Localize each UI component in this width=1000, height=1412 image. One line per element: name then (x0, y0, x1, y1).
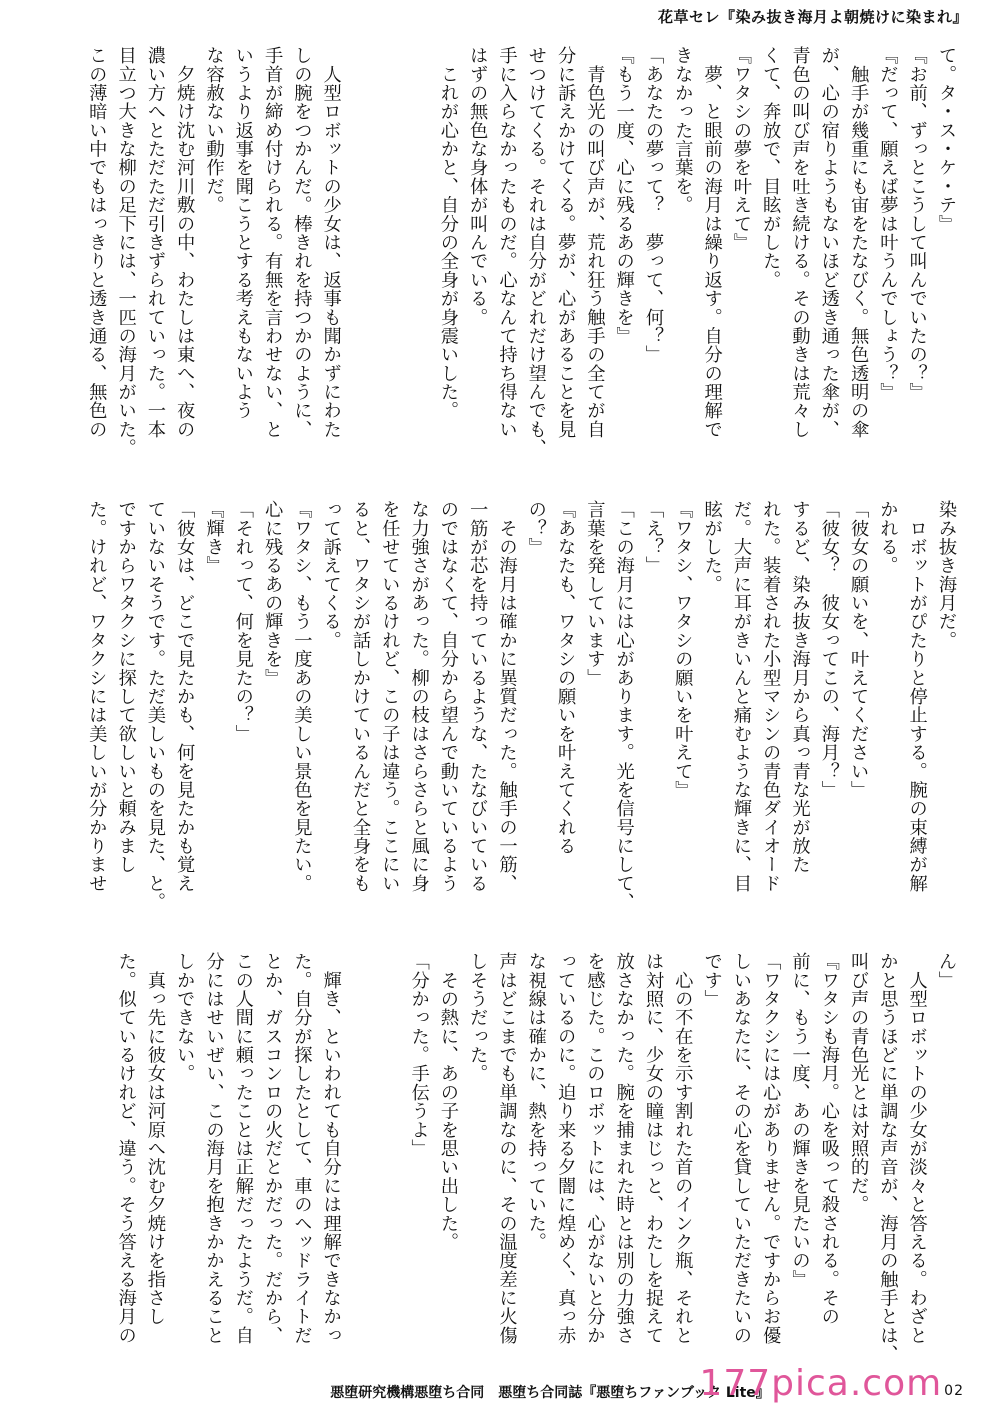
text-column: いうより返事を聞こうとする考えもないよう (232, 46, 254, 420)
text-column: 手に入らなかったものだ。心なんて持ち得ない (496, 46, 518, 439)
text-column: のではなくて、自分から望んで動いているよう (437, 500, 459, 893)
text-column: 「彼女は、どこで見たかも、何を見たかも覚え (174, 500, 196, 893)
text-column: だ。大声に耳がきいんと痛むような輝きに、目 (730, 500, 752, 893)
text-tier-middle (0, 500, 1000, 926)
text-column: た。似ているけれど、違う。そう答える海月の (115, 952, 137, 1345)
text-column: 「それって、何を見たの？」 (232, 500, 254, 743)
text-column: れた。装着された小型マシンの青色ダイオード (760, 500, 782, 893)
text-column: その熱に、あの子を思い出した。 (437, 952, 459, 1252)
text-column: きなかった言葉を。 (672, 46, 694, 215)
text-column: 一筋が芯を持っているような、たなびいている (467, 500, 489, 893)
text-column: はずの無色な身体が叫んでいる。 (467, 46, 489, 327)
text-column: 真っ先に彼女は河原へ沈む夕焼けを指さし (144, 952, 166, 1326)
text-column: しの腕をつかんだ。棒きれを持つかのように、 (291, 46, 313, 439)
text-column: とか、ガスコンロの火だとかだった。だから、 (262, 952, 284, 1345)
text-column: 「ワタクシには心がありません。ですからお優 (760, 952, 782, 1345)
text-column (376, 952, 403, 1378)
text-column: しかできない。 (174, 952, 196, 1083)
text-column: 青色光の叫び声が、荒れ狂う触手の全てが自 (584, 46, 606, 439)
text-column: 触手が幾重にも宙をたなびく。無色透明の傘 (848, 46, 870, 439)
text-column: です」 (701, 952, 723, 1009)
text-column: な視線は確かに、熱を持っていた。 (525, 952, 547, 1252)
text-column: 『ワタシ、もう一度あの美しい景色を見たい。 (291, 500, 313, 893)
text-column: 放さなかった。腕を捕まれた時とは別の力強さ (613, 952, 635, 1345)
text-column: 濃い方へとただただ引きずられていった。一本 (144, 46, 166, 439)
text-tier-top (0, 46, 1000, 472)
text-column: な容赦ない動作だ。 (203, 46, 225, 215)
text-column: 『ワタシの夢を叶えて』 (730, 46, 752, 252)
text-column: 『輝き』 (203, 500, 225, 575)
text-column: 『ワタシも海月。心を吸って殺される。その (818, 952, 840, 1326)
text-column: するど、染み抜き海月から真っ青な光が放た (789, 500, 811, 874)
text-column (347, 952, 374, 1378)
text-column: 目立つ大きな柳の足下には、一匹の海月がいた。 (115, 46, 137, 458)
text-column (347, 46, 374, 472)
text-column: ロボットがぴたりと停止する。腕の束縛が解 (906, 500, 928, 893)
text-column: 「分かった。手伝うよ」 (408, 952, 430, 1158)
text-column: ていないそうです。ただ美しいものを見た、と。 (144, 500, 166, 912)
text-column: しいあなたに、その心を貸していただきたいの (730, 952, 752, 1345)
text-column: 叫び声の青色光とは対照的だ。 (848, 952, 870, 1214)
text-column: 『お前、ずっとこうして叫んでいたの？』 (906, 46, 928, 402)
text-column: た。けれど、ワタクシには美しいが分かりませ (86, 500, 108, 893)
text-column: 分に訴えかけてくる。夢が、心があることを見 (555, 46, 577, 439)
watermark-text: 177pica.com (699, 1363, 943, 1404)
text-column: 「彼女？ 彼女ってこの、海月？」 (818, 500, 840, 800)
text-column: 言葉を発しています」 (584, 500, 606, 687)
text-column: を任せているけれど、この子は違う。ここにい (379, 500, 401, 893)
page-number: 02 (944, 1383, 964, 1399)
text-column: 夢、と眼前の海月は繰り返す。自分の理解で (701, 46, 723, 439)
text-column: 夕焼け沈む河川敷の中、わたしは東へ、夜の (174, 46, 196, 439)
text-column: 「彼女の願いを、叶えてください」 (848, 500, 870, 800)
text-column: かれる。 (877, 500, 899, 575)
text-column: 手首が締め付けられる。有無を言わせない、と (262, 46, 284, 439)
text-column: って訴えてくる。 (320, 500, 342, 650)
text-column: 声はどこまでも単調なのに、その温度差に火傷 (496, 952, 518, 1345)
text-column: これが心かと、自分の全身が身震いした。 (437, 46, 459, 420)
text-column: 染み抜き海月だ。 (936, 500, 957, 650)
text-column: しそうだった。 (467, 952, 489, 1083)
text-column: 『もう一度、心に残るあの輝きを』 (613, 46, 635, 346)
text-column: ん」 (936, 952, 957, 990)
text-column: 『だって、願えば夢は叶うんでしょう？』 (877, 46, 899, 402)
text-column: この人間に頼ったことは正解だったようだ。自 (232, 952, 254, 1345)
text-column: 青色の叫び声を吐き続ける。その動きは荒々し (789, 46, 811, 439)
text-column: の？』 (525, 500, 547, 557)
text-column: その海月は確かに異質だった。触手の一筋、 (496, 500, 518, 893)
text-column: 前に、もう一度、あの輝きを見たいの』 (789, 952, 811, 1289)
text-column: 心に残るあの輝きを』 (262, 500, 284, 687)
text-column: 「あなたの夢って？ 夢って、何？」 (643, 46, 664, 364)
text-column: 『あなたも、ワタシの願いを叶えてくれる (555, 500, 577, 856)
text-column: が、心の宿りようもないほど透き通った傘が、 (818, 46, 840, 439)
text-column: 「え？」 (643, 500, 664, 575)
text-column: は対照に、少女の瞳はじっと、わたしを捉えて (643, 952, 664, 1345)
text-column: た。自分が探したとして、車のヘッドライトだ (291, 952, 313, 1345)
text-column (376, 46, 403, 472)
footer-publication: 悪堕研究機構悪堕ち合同 悪堕ち合同誌『悪堕ちファンブック Lite』 (330, 1385, 770, 1401)
text-column: 「この海月には心があります。光を信号にして、 (613, 500, 635, 912)
text-column: 心の不在を示す割れた首のインク瓶、それと (672, 952, 694, 1345)
text-column: て。タ・ス・ケ・テ』 (936, 46, 957, 233)
text-column: を感じた。このロボットには、心がないと分か (584, 952, 606, 1345)
text-column: くて、奔放で、目眩がした。 (760, 46, 782, 289)
watermark (699, 1363, 964, 1404)
text-column: 輝き、といわれても自分には理解できなかっ (320, 952, 342, 1345)
text-column: 眩がした。 (701, 500, 723, 594)
text-column: 人型ロボットの少女が淡々と答える。わざと (906, 952, 928, 1345)
text-column: かと思うほどに単調な声音が、海月の触手とは、 (877, 952, 899, 1364)
text-column: 人型ロボットの少女は、返事も聞かずにわた (320, 46, 342, 439)
text-column: せつけてくる。それは自分がどれだけ望んでも、 (525, 46, 547, 458)
text-column: ですからワタクシに探して欲しいと頼みまし (115, 500, 137, 874)
text-column: っているのに。迫り来る夕闇に煌めく、真っ赤 (555, 952, 577, 1345)
running-header: 花草セレ『染み抜き海月よ朝焼けに染まれ』 (657, 8, 968, 26)
text-column: 分にはせいぜい、この海月を抱きかかえること (203, 952, 225, 1345)
text-tier-bottom (0, 952, 1000, 1378)
text-column: な力強さがあった。柳の枝はさらさらと風に身 (408, 500, 430, 893)
text-column: 『ワタシ、ワタシの願いを叶えて』 (672, 500, 694, 800)
text-column (406, 46, 433, 472)
text-column: ると、ワタシが話しかけているんだと全身をも (350, 500, 371, 893)
text-column: この薄暗い中でもはっきりと透き通る、無色の (86, 46, 108, 439)
